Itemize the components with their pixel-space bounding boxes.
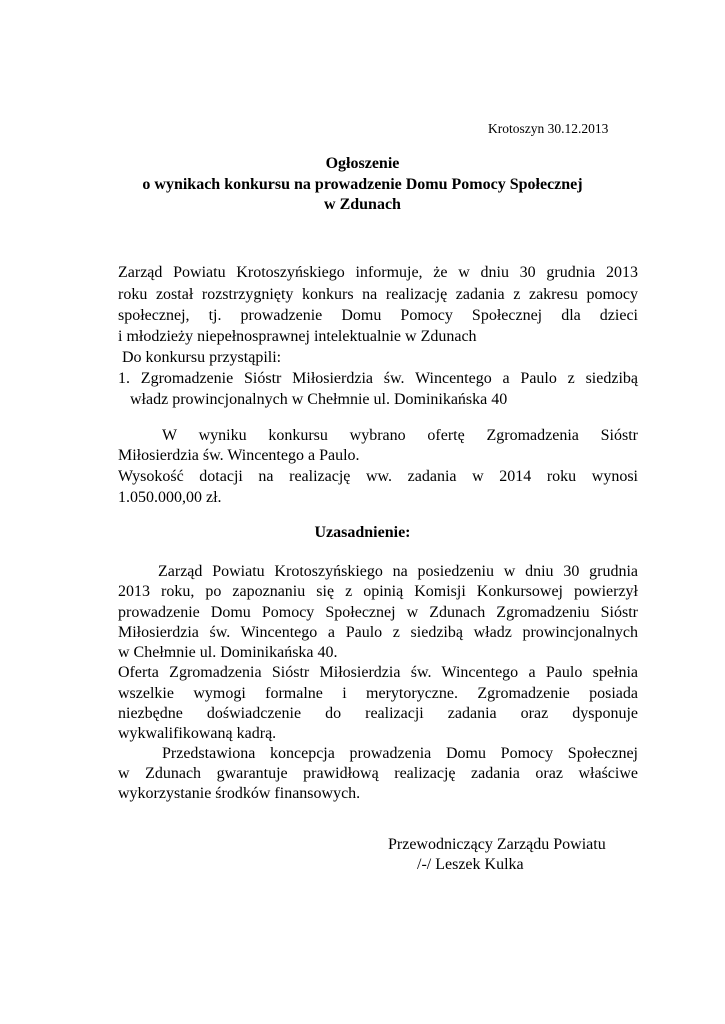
justification-line-1: Zarząd Powiatu Krotoszyńskiego na posiedzeniu w dniu 30 grudnia [158, 563, 638, 580]
title-line-3: w Zdunach [324, 196, 401, 213]
intro-line-3: społecznej, tj. prowadzenie Domu Pomocy Społecznej dla dzieci [118, 307, 638, 324]
intro-line-1: Zarząd Powiatu Krotoszyńskiego informuje, że w dniu 30 grudnia 2013 [118, 264, 638, 281]
result-line-4: 1.050.000,00 zł. [118, 489, 222, 506]
justification-heading: Uzasadnienie: [314, 524, 411, 541]
result-line-3: Wysokość dotacji na realizację ww. zadania w 2014 roku wynosi [118, 468, 638, 485]
result-line-2: Miłosierdzia św. Wincentego a Paulo. [118, 447, 360, 464]
signature-name: /-/ Leszek Kulka [417, 856, 524, 873]
participants-label: Do konkursu przystąpili: [122, 349, 282, 366]
participant-1-line-2: władz prowincjonalnych w Chełmnie ul. Dominikańska 40 [130, 391, 508, 408]
justification-line-6: Oferta Zgromadzenia Sióstr Miłosierdzia św. Wincentego a Paulo spełnia [118, 664, 638, 681]
justification-line-9: wykwalifikowaną kadrą. [118, 725, 277, 742]
signature-title: Przewodniczący Zarządu Powiatu [388, 836, 606, 853]
justification-line-3: prowadzenie Domu Pomocy Społecznej w Zdunach Zgromadzeniu Sióstr [118, 604, 638, 621]
justification-line-12: wykorzystanie środków finansowych. [118, 785, 361, 802]
justification-line-11: w Zdunach gwarantuje prawidłową realizację zadania oraz właściwe [118, 765, 638, 782]
justification-line-5: w Chełmnie ul. Dominikańska 40. [118, 644, 338, 661]
justification-line-7: wszelkie wymogi formalne i merytoryczne. Zgromadzenie posiada [118, 685, 638, 702]
intro-line-2: roku został rozstrzygnięty konkurs na realizację zadania z zakresu pomocy [118, 286, 638, 303]
intro-line-4: i młodzieży niepełnosprawnej intelektualnie w Zdunach [118, 328, 477, 345]
participant-1-line-1: 1. Zgromadzenie Sióstr Miłosierdzia św. Wincentego a Paulo z siedzibą [118, 370, 638, 387]
title-line-1: Ogłoszenie [325, 155, 400, 172]
result-line-1: W wyniku konkursu wybrano ofertę Zgromadzenia Sióstr [162, 427, 638, 444]
justification-line-2: 2013 roku, po zapoznaniu się z opinią Komisji Konkursowej powierzył [118, 583, 638, 600]
justification-line-10: Przedstawiona koncepcja prowadzenia Domu Pomocy Społecznej [162, 745, 638, 762]
title-line-2: o wynikach konkursu na prowadzenie Domu Pomocy Społecznej [142, 176, 583, 193]
justification-line-4: Miłosierdzia św. Wincentego a Paulo z siedzibą władz prowincjonalnych [118, 624, 638, 641]
date-line: Krotoszyn 30.12.2013 [488, 121, 609, 136]
justification-line-8: niezbędne doświadczenie do realizacji zadania oraz dysponuje [118, 705, 638, 722]
